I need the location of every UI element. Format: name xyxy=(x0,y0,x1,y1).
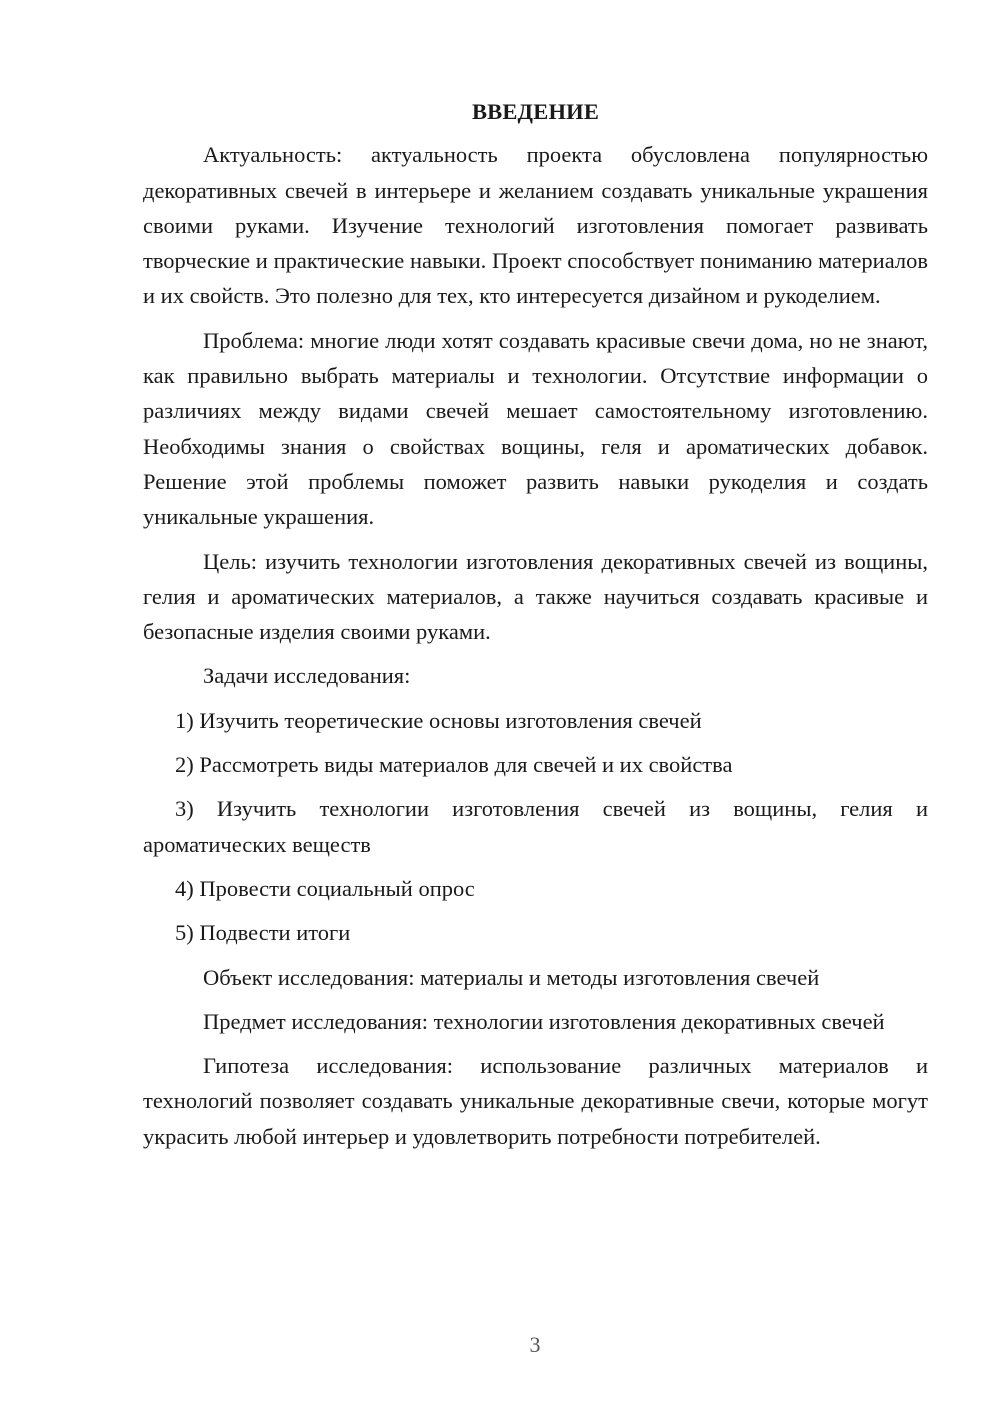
task-item-1: 1) Изучить теоретические основы изготовления свечей xyxy=(175,707,702,733)
task-item-4: 4) Провести социальный опрос xyxy=(175,875,475,901)
paragraph-goal: Цель: изучить технологии изготовления декоративных свечей из вощины, гелия и ароматических материалов, а также научиться создавать красивые и безопасные изделия своими руками. xyxy=(143,548,928,645)
task-item-5: 5) Подвести итоги xyxy=(175,920,351,946)
task-item-2: 2) Рассмотреть виды материалов для свечей и их свойства xyxy=(175,752,733,778)
page-title: ВВЕДЕНИЕ xyxy=(471,99,600,124)
task-item-3: 3) Изучить технологии изготовления свечей из вощины, гелия и ароматических веществ xyxy=(143,796,928,857)
page-number: 3 xyxy=(529,1332,541,1357)
paragraph-object: Объект исследования: материалы и методы изготовления свечей xyxy=(203,964,820,990)
paragraph-relevance: Актуальность: актуальность проекта обусловлена популярностью декоративных свечей в интерьере и желанием создавать уникальные украшения своими руками. Изучение технологий изготовления помогает развивать творческие и практические навыки. Проект способствует пониманию материалов и их свойств. Это полезно для тех, кто интересуется дизайном и рукоделием. xyxy=(143,142,928,309)
page-body xyxy=(143,94,928,1163)
paragraph-subject: Предмет исследования: технологии изготовления декоративных свечей xyxy=(203,1008,885,1034)
tasks-heading: Задачи исследования: xyxy=(203,663,411,689)
paragraph-problem: Проблема: многие люди хотят создавать красивые свечи дома, но не знают, как правильно выбрать материалы и технологии. Отсутствие информации о различиях между видами свечей мешает самостоятельному изготовлению. Необходимы знания о свойствах вощины, геля и ароматических добавок. Решение этой проблемы поможет развить навыки рукоделия и создать уникальные украшения. xyxy=(143,327,928,530)
paragraph-hypothesis: Гипотеза исследования: использование различных материалов и технологий позволяет создавать уникальные декоративные свечи, которые могут украсить любой интерьер и удовлетворить потребности потребителей. xyxy=(143,1053,928,1149)
